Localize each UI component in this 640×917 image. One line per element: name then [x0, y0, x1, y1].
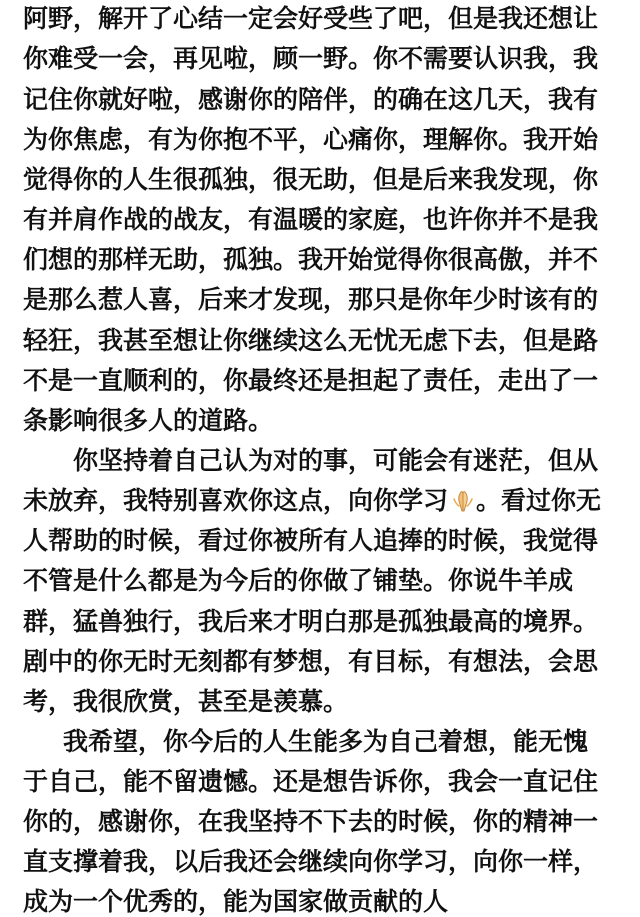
text-line-indented: 我希望，你今后的人生能多为自己着想，能无愧 [63, 727, 589, 756]
text-line: 人帮助的时候，看过你被所有人追捧的时候，我觉得 [23, 526, 599, 555]
praying-hands-icon [450, 489, 476, 520]
text-line: 群，猛兽独行，我后来才明白那是孤独最高的境界。 [23, 607, 599, 636]
text-line: 不是一直顺利的，你最终还是担起了责任，走出了一 [23, 366, 599, 395]
text-line: 于自己，能不留遗憾。还是想告诉你，我会一直记住 [23, 767, 599, 796]
text-line: 是那么惹人喜，后来才发现，那只是你年少时该有的 [23, 285, 599, 314]
text-line: 阿野，解开了心结一定会好受些了吧，但是我还想让 [23, 4, 599, 33]
text-line: 们想的那样无助，孤独。我开始觉得你很高傲，并不 [23, 245, 599, 274]
text-line: 考，我很欣赏，甚至是羡慕。 [23, 687, 349, 716]
text-line: 成为一个优秀的，能为国家做贡献的人 [23, 887, 449, 916]
text-line: 轻狂，我甚至想让你继续这么无忧无虑下去，但是路 [23, 326, 599, 355]
text-line-indented: 你坚持着自己认为对的事，可能会有迷茫，但从 [73, 446, 599, 475]
text-line: 觉得你的人生很孤独，很无助，但是后来我发现，你 [23, 165, 599, 194]
text-segment: 未放弃，我特别喜欢你这点，向你学习 [23, 486, 449, 515]
text-line: 直支撑着我，以后我还会继续向你学习，向你一样， [23, 847, 599, 876]
text-line-with-emoji [23, 486, 601, 516]
text-line: 记住你就好啦，感谢你的陪伴，的确在这几天，我有 [23, 85, 599, 114]
text-line: 你的，感谢你，在我坚持不下去的时候，你的精神一 [23, 807, 599, 836]
text-line: 有并肩作战的战友，有温暖的家庭，也许你并不是我 [23, 205, 599, 234]
text-line: 剧中的你无时无刻都有梦想，有目标，有想法，会思 [23, 647, 599, 676]
text-line: 条影响很多人的道路。 [23, 406, 274, 435]
text-line: 为你焦虑，有为你抱不平，心痛你，理解你。我开始 [23, 125, 599, 154]
text-line: 你难受一会，再见啦，顾一野。你不需要认识我，我 [23, 44, 599, 73]
text-segment: 。看过你无 [476, 486, 602, 515]
text-line: 不管是什么都是为今后的你做了铺垫。你说牛羊成 [23, 566, 574, 595]
